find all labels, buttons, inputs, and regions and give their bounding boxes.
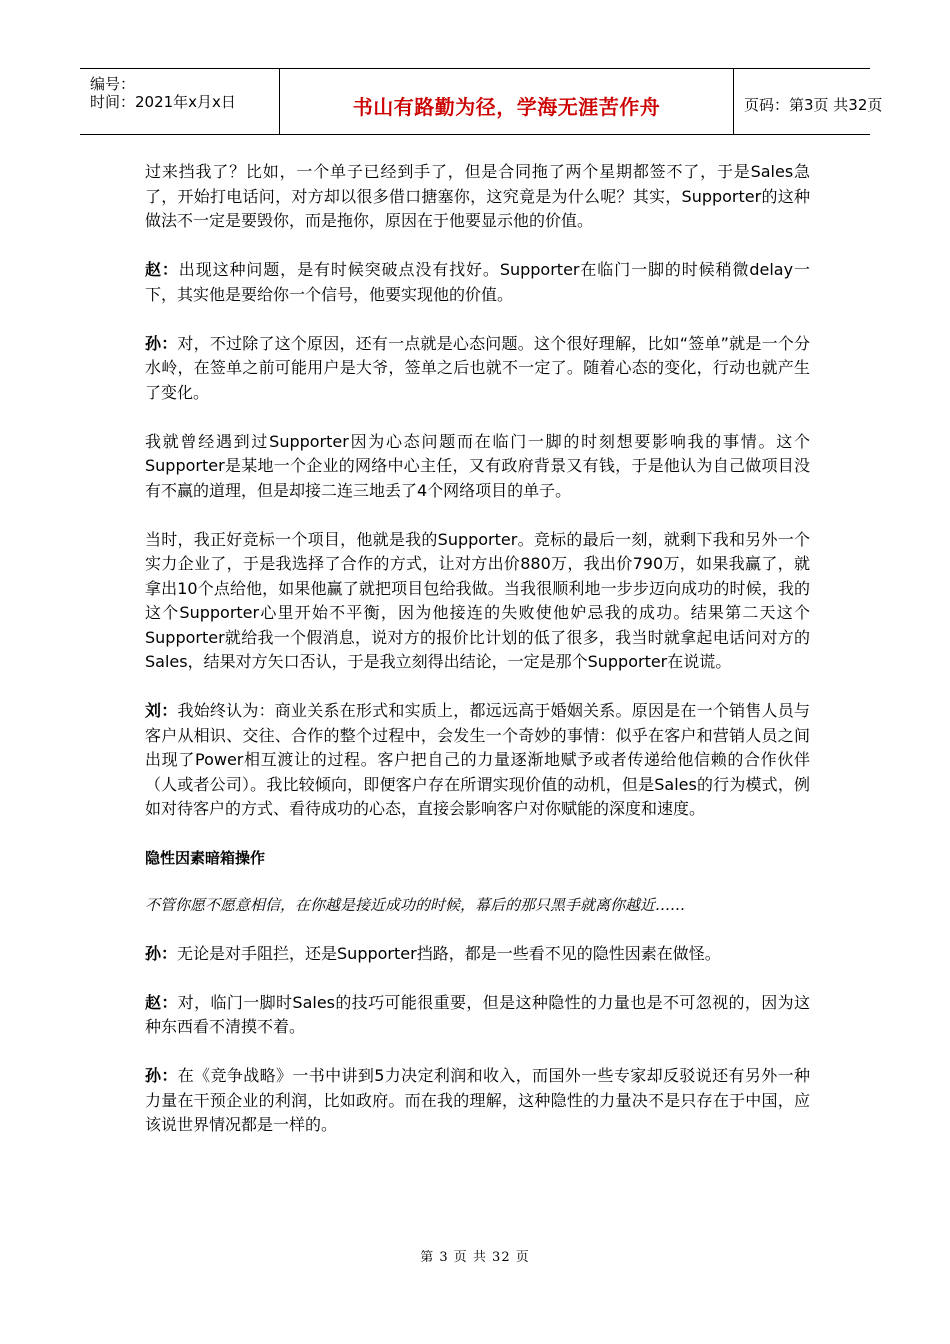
header-page-cell — [734, 69, 883, 134]
paragraph-text: 我始终认为：商业关系在形式和实质上，都远远高于婚姻关系。原因是在一个销售人员与客户从相识、交往、合作的整个过程中，会发生一个奇妙的事情：似乎在客户和营销人员之间出现了Power相互渡让的过程。客户把自己的力量逐渐地赋予或者传递给他信赖的合作伙伴（人或者公司）。我比较倾向，即便客户存在所谓实现价值的动机，但是Sales的行为模式，例如对待客户的方式、看待成功的心态，直接会影响客户对你赋能的深度和速度。 — [145, 701, 810, 818]
paragraph — [145, 430, 810, 504]
header-motto: 书山有路勤为径，学海无涯苦作舟 — [352, 95, 661, 119]
paragraph — [145, 699, 810, 822]
section-heading: 隐性因素暗箱操作 — [145, 849, 266, 867]
speaker-label: 孙： — [145, 1066, 178, 1085]
paragraph-text: 过来挡我了？比如，一个单子已经到手了，但是合同拖了两个星期都签不了，于是Sales急了，开始打电话问，对方却以很多借口搪塞你，这究竟是为什么呢？其实，Supporter的这种做法不一定是要毁你，而是拖你，原因在于他要显示他的价值。 — [145, 162, 810, 230]
paragraph-text: 无论是对手阻拦，还是Supporter挡路，都是一些看不见的隐性因素在做怪。 — [177, 943, 721, 963]
paragraph — [145, 1064, 810, 1138]
paragraph-text: 对，不过除了这个原因，还有一点就是心态问题。这个很好理解，比如“签单”就是一个分水岭，在签单之前可能用户是大爷，签单之后也就不一定了。随着心态的变化，行动也就产生了变化。 — [145, 333, 810, 402]
section-intro: 不管你愿不愿意相信，在你越是接近成功的时候，幕后的那只黑手就离你越近…… — [145, 895, 686, 914]
paragraph — [145, 528, 810, 675]
paragraph-text: 出现这种问题，是有时候突破点没有找好。Supporter在临门一脚的时候稍微delay一下，其实他是要给你一个信号，他要实现他的价值。 — [145, 260, 810, 304]
paragraph-text: 对，临门一脚时Sales的技巧可能很重要，但是这种隐性的力量也是不可忽视的，因为这种东西看不清摸不着。 — [145, 992, 810, 1036]
paragraph-text: 我就曾经遇到过Supporter因为心态问题而在临门一脚的时刻想要影响我的事情。这个Supporter是某地一个企业的网络中心主任，又有政府背景又有钱，于是他认为自己做项目没有不赢的道理，但是却接二连三地丢了4个网络项目的单子。 — [145, 431, 810, 500]
header-page-number: 页码：第3页 共32页 — [744, 96, 883, 114]
speaker-label: 孙： — [145, 333, 178, 353]
speaker-label: 孙： — [145, 943, 178, 963]
paragraph — [145, 160, 810, 234]
paragraph-text: 在《竞争战略》一书中讲到5力决定利润和收入，而国外一些专家却反驳说还有另外一种力量在干预企业的利润，比如政府。而在我的理解，这种隐性的力量决不是只存在于中国，应该说世界情况都是一样的。 — [145, 1066, 810, 1134]
header-motto-cell — [280, 69, 734, 134]
speaker-label: 刘： — [145, 701, 178, 720]
page-header — [80, 68, 883, 135]
document-body — [145, 160, 810, 1162]
speaker-label: 赵： — [145, 260, 179, 279]
speaker-label: 赵： — [145, 992, 178, 1012]
header-meta-cell — [80, 69, 280, 134]
document-number-label: 编号： — [90, 75, 136, 93]
document-date: 时间：2021年x月x日 — [90, 93, 236, 111]
paragraph-text: 当时，我正好竞标一个项目，他就是我的Supporter。竞标的最后一刻，就剩下我和另外一个实力企业了，于是我选择了合作的方式，让对方出价880万，我出价790万，如果我赢了，就拿出10个点给他，如果他赢了就把项目包给我做。当我很顺利地一步步迈向成功的时候，我的这个Supporter心里开始不平衡，因为他接连的失败使他妒忌我的成功。结果第二天这个Supporter就给我一个假消息，说对方的报价比计划的低了很多，我当时就拿起电话问对方的Sales，结果对方矢口否认，于是我立刻得出结论，一定是那个Supporter在说谎。 — [145, 529, 810, 671]
paragraph — [145, 332, 810, 406]
paragraph — [145, 991, 810, 1040]
paragraph — [145, 942, 810, 967]
page-footer: 第 3 页 共 32 页 — [420, 1250, 530, 1265]
paragraph — [145, 258, 810, 307]
